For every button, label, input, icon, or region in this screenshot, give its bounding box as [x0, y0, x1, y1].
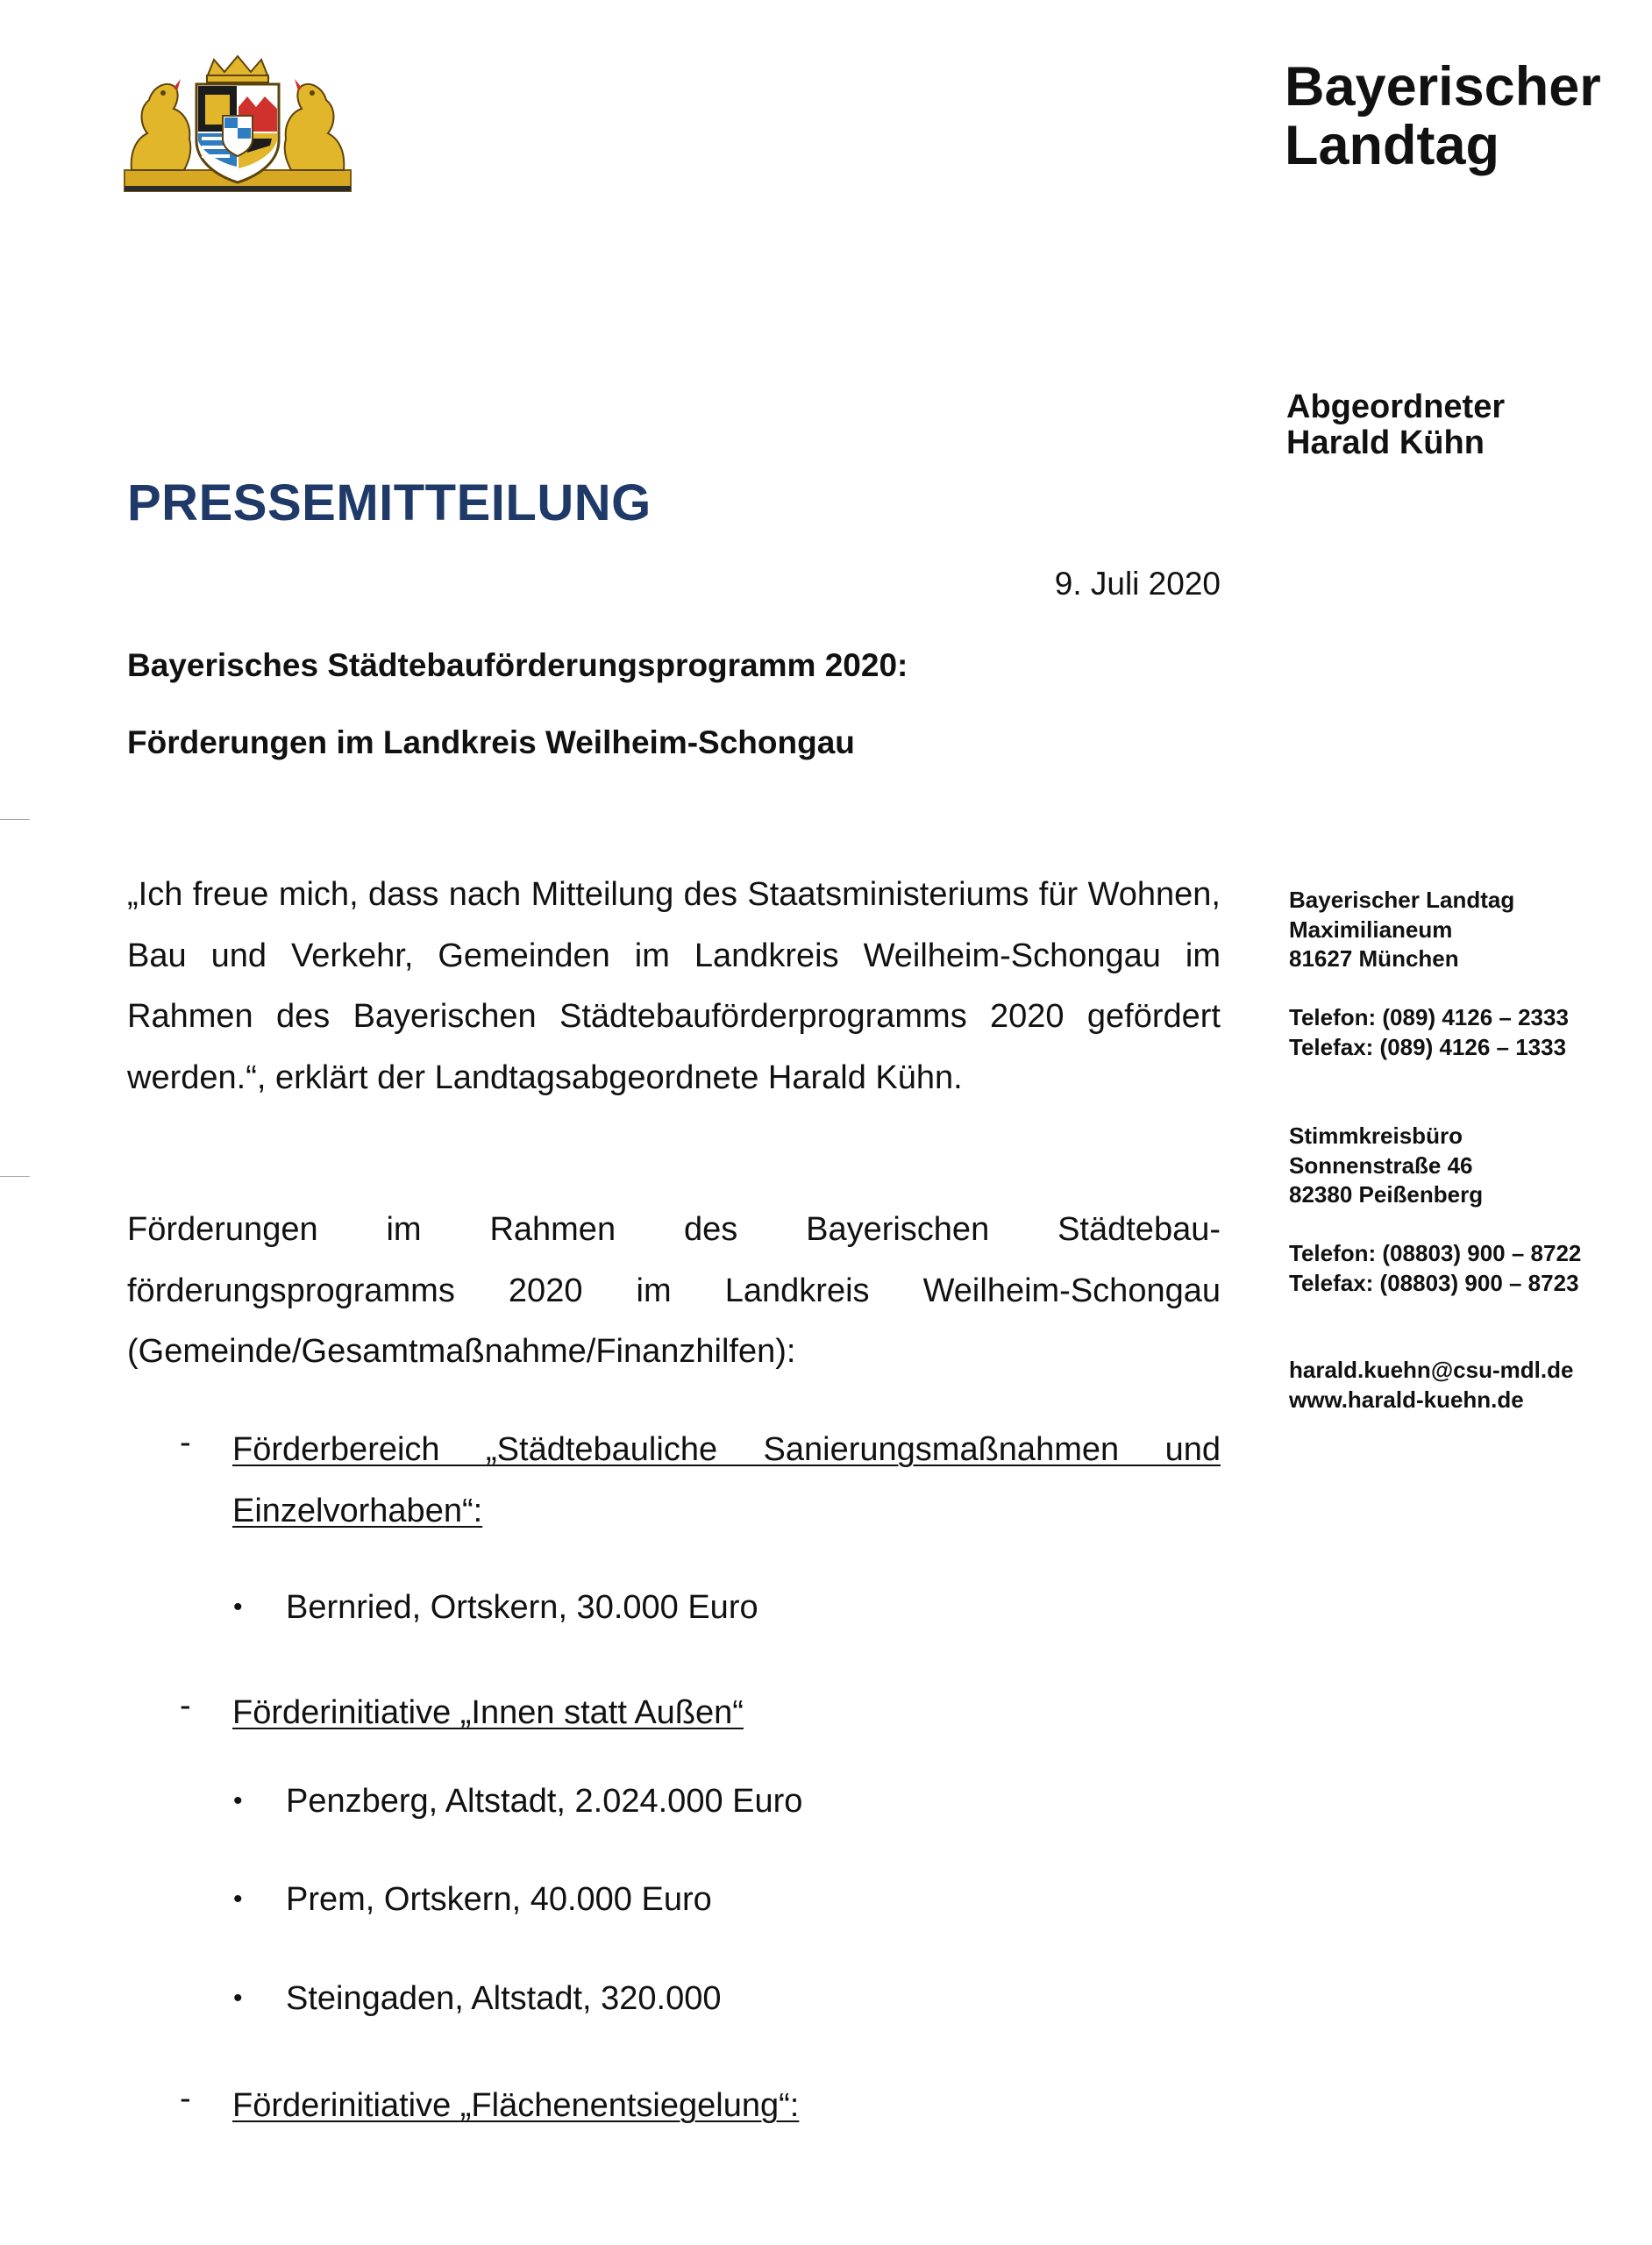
list-dash: - [180, 1424, 191, 1461]
category-title: Förderinitiative „Innen statt Außen“ [232, 1694, 744, 1731]
margin-mark [0, 1176, 30, 1177]
member-name [1286, 389, 1637, 461]
office-phone-line: Telefon: (08803) 900 – 8722 [1289, 1240, 1582, 1266]
page-title: PRESSEMITTEILUNG [127, 474, 652, 531]
category-title: Förderinitiative „Flächenentsiegelung“: [232, 2087, 800, 2124]
headline-program: Bayerisches Städtebauförderungsprogramm 2020: [127, 647, 908, 683]
category-title: Förderbereich „Städtebauliche Sanierungsmaßnahmen und Einzelvorhaben“: [232, 1431, 1221, 1529]
bullet: • [233, 1885, 243, 1914]
list-dash: - [180, 2080, 191, 2117]
category-heading [232, 1683, 1221, 1744]
address-line: Maximilianeum [1289, 916, 1453, 943]
website-link[interactable]: www.harald-kuehn.de [1289, 1386, 1524, 1413]
bullet: • [233, 1593, 243, 1621]
member-line-2: Harald Kühn [1286, 424, 1485, 461]
member-line-1: Abgeordneter [1286, 388, 1506, 425]
sidebar-office [1289, 1122, 1640, 1210]
list-item: Bernried, Ortskern, 30.000 Euro [286, 1589, 758, 1626]
category-heading [232, 2076, 1221, 2137]
office-line: 82380 Peißenberg [1289, 1181, 1484, 1208]
list-dash: - [180, 1687, 191, 1724]
institution-name [1285, 58, 1635, 175]
address-line: Bayerischer Landtag [1289, 887, 1515, 913]
office-line: Sonnenstraße 46 [1289, 1151, 1473, 1179]
sidebar-address [1289, 886, 1640, 974]
fax-line: Telefax: (089) 4126 – 1333 [1289, 1033, 1567, 1060]
quote-paragraph [127, 865, 1221, 1108]
bullet: • [233, 1984, 243, 2013]
sidebar-office-phone [1289, 1239, 1640, 1298]
list-item: Prem, Ortskern, 40.000 Euro [286, 1881, 712, 1918]
office-fax-line: Telefax: (08803) 900 – 8723 [1289, 1269, 1579, 1296]
intro-paragraph [127, 1200, 1221, 1383]
list-item: Steingaden, Altstadt, 320.000 [286, 1980, 722, 2017]
institution-line-1: Bayerischer [1285, 56, 1601, 118]
intro-text: Förderungen im Rahmen des Bayerischen Städtebau-förderungsprogramms 2020 im Landkreis Weilheim-Schongau (Gemeinde/Gesamtmaßnahme/Finanzhilfen): [127, 1211, 1221, 1370]
phone-line: Telefon: (089) 4126 – 2333 [1289, 1004, 1569, 1030]
press-date: 9. Juli 2020 [1054, 566, 1221, 602]
list-item: Penzberg, Altstadt, 2.024.000 Euro [286, 1783, 803, 1820]
institution-line-2: Landtag [1285, 115, 1499, 176]
category-heading [232, 1420, 1221, 1542]
bullet: • [233, 1786, 243, 1815]
email-link[interactable]: harald.kuehn@csu-mdl.de [1289, 1357, 1574, 1383]
bavarian-coat-of-arms [123, 54, 352, 195]
office-line: Stimmkreisbüro [1289, 1122, 1463, 1149]
sidebar-web [1289, 1356, 1640, 1415]
margin-mark [0, 819, 30, 820]
sidebar-phone [1289, 1003, 1640, 1062]
address-line: 81627 München [1289, 945, 1459, 972]
quote-text: „Ich freue mich, dass nach Mitteilung des Staatsministeriums für Wohnen, Bau und Verkehr, Gemeinden im Landkreis Weilheim-Schongau im Rahmen des Bayerischen Städtebauförderprogramms 2020 gefördert werden.“, erklärt der Landtagsabgeordnete Harald Kühn. [127, 876, 1221, 1096]
headline-region: Förderungen im Landkreis Weilheim-Schongau [127, 724, 855, 760]
